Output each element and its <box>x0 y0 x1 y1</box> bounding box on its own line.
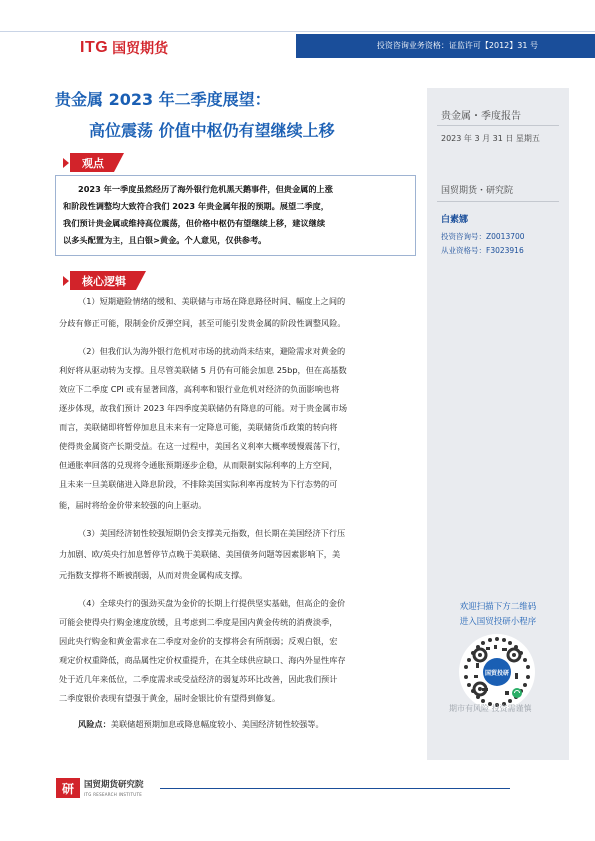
mini-program-qr-code[interactable] <box>458 633 536 711</box>
paragraph-line: 力加剧、欧/英央行加息暂停节点晚于美联储、美国债务问题等因素影响下，美 <box>59 549 341 559</box>
paragraph-line: 使得贵金属资产长期受益。在这一过程中，美国名义利率大概率缓慢震荡下行， <box>59 441 346 451</box>
viewpoint-line: 2023 年一季度虽然经历了海外银行危机黑天鹅事件，但贵金属的上涨 <box>78 184 333 194</box>
qr-center-label: 国贸投研 <box>484 670 510 677</box>
section-heading-core-logic <box>70 271 146 290</box>
sidebar-divider <box>437 201 559 202</box>
scan-prompt-line2: 进入国贸投研小程序 <box>459 617 537 627</box>
license-text: 投资咨询业务资格：证监许可【2012】31 号 <box>376 41 538 50</box>
paragraph-line: 且未来一旦美联储进入降息阶段，不排除美国实际利率再度转为下行态势的可 <box>59 479 338 489</box>
paragraph-line: 效应下二季度 CPI 或有显著回落，高利率和银行业危机对经济的负面影响也将 <box>59 384 340 394</box>
viewpoint-line: 我们预计贵金属或维持高位震荡，但价格中枢仍有望继续上移，建议继续 <box>63 218 326 228</box>
analyst-name: 白素娜 <box>441 215 469 225</box>
page-title-line2: 高位震荡 价值中枢仍有望继续上移 <box>89 121 335 140</box>
report-type: 贵金属・季度报告 <box>441 111 521 122</box>
header-top-rule <box>0 31 595 32</box>
paragraph-line: 处于近几年来低位，二季度需求或受益经济的弱复苏环比改善，因此我们预计 <box>59 674 338 684</box>
risk-text: 美联储超预期加息或降息幅度较小、美国经济韧性较强等。 <box>110 719 324 729</box>
paragraph-line: （2）但我们认为海外银行危机对市场的扰动尚未结束，避险需求对黄金的 <box>78 346 346 356</box>
institute-name-en: ITG RESEARCH INSTITUTE <box>84 792 143 797</box>
risk-label: 风险点： <box>78 719 111 729</box>
logo-itg-text: ITG <box>80 39 109 56</box>
scan-prompt-line1: 欢迎扫描下方二维码 <box>459 602 537 612</box>
paragraph-line: 能，届时将给金价带来较强的向上驱动。 <box>59 500 207 510</box>
paragraph-line: （4）全球央行的强劲买盘为金价的长期上行提供坚实基础，但高企的金价 <box>78 598 346 608</box>
paragraph-line: 观定价权重降低，商品属性定价权重提升，在其全球供应缺口、海内外显性库存 <box>59 655 346 665</box>
paragraph-line: 逐步体现，故我们预计 2023 年四季度美联储仍有降息的可能。对于贵金属市场 <box>59 403 348 413</box>
paragraph-line: 而言，美联储即将暂停加息且未来有一定降息可能，美联储货币政策的转向将 <box>59 422 338 432</box>
risk-watermark: 期市有风险 投资需谨慎 <box>449 704 532 713</box>
paragraph-line: 分歧有修正可能，限制金价反弹空间，甚至可能引发贵金属的阶段性调整风险。 <box>59 318 346 328</box>
section-heading-viewpoint <box>70 153 124 172</box>
paragraph-line: 但通胀率回落的兑现将令通胀预期逐步企稳，从而限制实际利率的上方空间， <box>59 460 338 470</box>
section-marker-icon <box>63 158 69 168</box>
footer-rule <box>160 788 510 789</box>
viewpoint-heading-label: 观点 <box>82 156 104 170</box>
qr-code-icon <box>458 633 536 711</box>
institute-mark-icon: 研 <box>56 778 80 798</box>
paragraph-line: （1）短期避险情绪的缓和、美联储与市场在降息路径时间、幅度上之间的 <box>78 296 346 306</box>
paragraph-line: 因此央行购金和黄金需求在二季度对金价的支撑将会有所削弱；反观白银，宏 <box>59 636 338 646</box>
viewpoint-line: 以多头配置为主，且白银>黄金。个人意见，仅供参考。 <box>63 235 267 245</box>
logo-cn-text: 国贸期货 <box>112 41 169 57</box>
institute-name-cn: 国贸期货研究院 <box>84 780 144 790</box>
report-date: 2023 年 3 月 31 日 星期五 <box>441 134 540 143</box>
section-marker-icon <box>63 276 69 286</box>
paragraph-line: 二季度银价表现有望强于黄金，届时金银比价有望得到修复。 <box>59 693 281 703</box>
sidebar-divider <box>437 125 559 126</box>
paragraph-line: （3）美国经济韧性较强短期仍会支撑美元指数，但长期在美国经济下行压 <box>78 528 346 538</box>
research-org: 国贸期货・研究院 <box>441 186 514 196</box>
consult-number: 投资咨询号：Z0013700 <box>441 232 525 241</box>
practice-number: 从业资格号：F3023916 <box>441 246 524 255</box>
risk-points <box>78 719 324 730</box>
footer-logo <box>56 778 144 798</box>
paragraph-line: 利好将从驱动转为支撑。且尽管美联储 5 月仍有可能会加息 25bp，但在高基数 <box>59 365 347 375</box>
brand-logo <box>80 38 168 58</box>
page-title-line1: 贵金属 2023 年二季度展望： <box>55 90 271 109</box>
viewpoint-line: 和阶段性调整均大致符合我们 2023 年贵金属年报的预期。展望二季度， <box>63 201 329 211</box>
paragraph-line: 元指数支撑将不断被削弱，从而对贵金属构成支撑。 <box>59 570 248 580</box>
paragraph-line: 可能会使得央行购金速度放缓，且考虑到二季度是国内黄金传统的消费淡季， <box>59 617 338 627</box>
core-logic-heading-label: 核心逻辑 <box>82 274 126 288</box>
